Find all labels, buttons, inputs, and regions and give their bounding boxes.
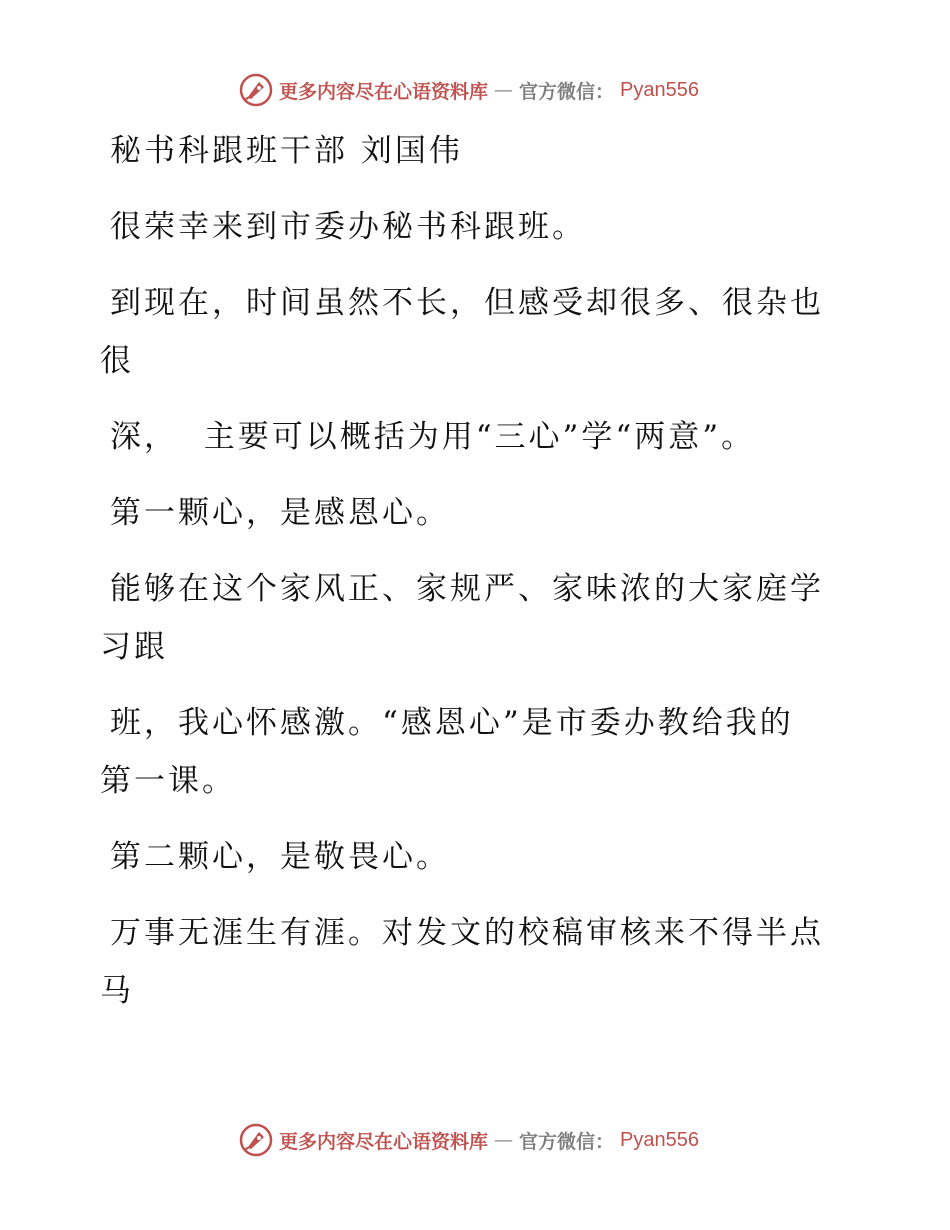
doc-line: 第一课。 — [100, 763, 236, 799]
banner-title: 更多内容尽在心语资料库 — [279, 1130, 489, 1153]
banner-wechat-id: Pyan556 — [620, 78, 699, 101]
banner-wechat-id: Pyan556 — [620, 1128, 699, 1151]
banner-dash: — — [494, 79, 514, 101]
doc-line: 深， 主要可以概括为用“三心”学“两意”。 — [110, 419, 756, 455]
doc-line: 班，我心怀感激。“感恩心”是市委办教给我的 — [110, 705, 794, 741]
document-body — [100, 122, 840, 1020]
banner-content — [239, 1123, 699, 1157]
doc-line: 能够在这个家风正、家规严、家味浓的大家庭学 — [110, 571, 824, 607]
banner-wechat-label: 官方微信： — [519, 80, 615, 103]
doc-line: 到现在，时间虽然不长，但感受却很多、很杂也 — [110, 285, 824, 321]
doc-line: 万事无涯生有涯。对发文的校稿审核来不得半点 — [110, 915, 824, 951]
pen-nib-icon — [239, 73, 273, 107]
footer-banner — [0, 1120, 950, 1160]
doc-line: 秘书科跟班干部 刘国伟 — [110, 133, 463, 169]
banner-dash: — — [494, 1129, 514, 1151]
doc-line: 马 — [100, 973, 134, 1009]
banner-title: 更多内容尽在心语资料库 — [279, 80, 489, 103]
banner-wechat-label: 官方微信： — [519, 1130, 615, 1153]
pen-nib-icon — [239, 1123, 273, 1157]
doc-line: 很 — [100, 343, 134, 379]
doc-line: 很荣幸来到市委办秘书科跟班。 — [110, 209, 586, 245]
doc-line: 第一颗心，是感恩心。 — [110, 495, 450, 531]
doc-line: 第二颗心，是敬畏心。 — [110, 839, 450, 875]
banner-content — [239, 73, 699, 107]
doc-line: 习跟 — [100, 629, 168, 665]
header-banner — [0, 70, 950, 110]
